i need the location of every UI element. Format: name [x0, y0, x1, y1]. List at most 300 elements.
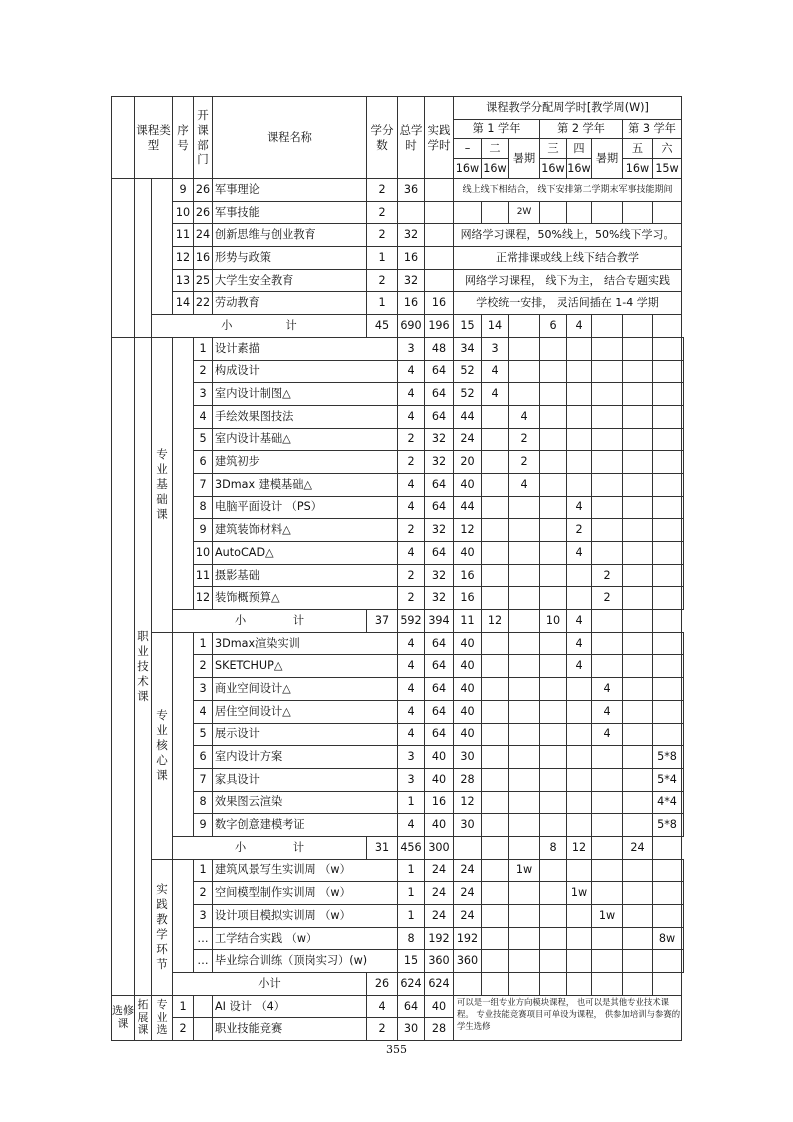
term-cell — [567, 814, 592, 837]
term-cell — [567, 473, 592, 496]
course-name-cell: 空间模型制作实训周 （w） — [213, 882, 398, 905]
category-elective: 选修课 — [112, 995, 135, 1040]
subtotal-total-hours: 592 — [398, 610, 425, 633]
term-cell — [567, 405, 592, 428]
header-week-3: 16w — [541, 162, 565, 175]
summer-cell — [540, 746, 567, 769]
term-cell — [482, 836, 509, 859]
term-cell — [653, 405, 682, 428]
practice-hours-cell — [425, 247, 454, 270]
practice-hours-cell: 40 — [454, 542, 482, 565]
term-cell — [592, 882, 623, 905]
term-cell: 8w — [653, 927, 682, 950]
seq-cell: 4 — [194, 700, 213, 723]
summer-cell — [540, 542, 567, 565]
term-cell — [509, 700, 540, 723]
term-cell — [454, 201, 482, 224]
term-cell — [592, 337, 623, 360]
total-hours-cell: 24 — [425, 905, 454, 928]
practice-hours-cell — [425, 179, 454, 202]
practice-hours-cell: 28 — [425, 1018, 454, 1041]
subtotal-label: 小 计 — [173, 836, 367, 859]
summer-cell — [623, 519, 653, 542]
term-cell — [482, 678, 509, 701]
summer-cell — [623, 700, 653, 723]
subtotal-credits: 31 — [367, 836, 398, 859]
blank-cell — [173, 337, 194, 609]
summer-cell — [623, 383, 653, 406]
total-hours-cell: 24 — [425, 882, 454, 905]
course-name-cell: 职业技能竞赛 — [213, 1018, 367, 1041]
subtotal-term-3: 6 — [540, 315, 567, 338]
term-cell — [653, 678, 682, 701]
total-hours-cell: 30 — [398, 1018, 425, 1041]
term-cell — [567, 723, 592, 746]
summer-cell — [623, 337, 653, 360]
summer-cell — [623, 655, 653, 678]
term-cell: 4 — [592, 700, 623, 723]
term-cell — [482, 473, 509, 496]
credits-cell: 1 — [367, 247, 398, 270]
total-hours-cell: 32 — [425, 587, 454, 610]
header-summer-1: 暑期 — [509, 139, 540, 179]
term-cell: 12 — [482, 610, 509, 633]
term-cell — [509, 564, 540, 587]
credits-cell: 4 — [398, 678, 425, 701]
course-name-cell: 军事理论 — [213, 179, 367, 202]
seq-cell: 12 — [173, 247, 194, 270]
term-cell — [653, 882, 682, 905]
term-cell — [592, 473, 623, 496]
header-credits: 学分数 — [367, 97, 398, 179]
total-hours-cell: 64 — [425, 405, 454, 428]
term-cell: 4 — [482, 383, 509, 406]
course-note: 线上线下相结合， 线下安排第二学期末军事技能期间 — [454, 179, 682, 202]
seq-cell: 1 — [194, 859, 213, 882]
header-term-4: 四 — [567, 139, 591, 159]
course-name-cell: 家具设计 — [213, 768, 398, 791]
credits-cell: 2 — [367, 269, 398, 292]
credits-cell: 3 — [398, 768, 425, 791]
term-cell — [509, 542, 540, 565]
term-cell — [682, 723, 684, 746]
term-cell — [567, 791, 592, 814]
term-cell — [482, 587, 509, 610]
course-name-cell: 效果图云渲染 — [213, 791, 398, 814]
seq-cell: 8 — [194, 791, 213, 814]
term-cell — [592, 814, 623, 837]
term-cell: 8 — [540, 836, 567, 859]
term-cell — [509, 337, 540, 360]
term-cell — [623, 201, 653, 224]
total-hours-cell: 36 — [398, 179, 425, 202]
term-cell — [682, 700, 684, 723]
term-cell — [454, 836, 482, 859]
term-cell: 4 — [567, 632, 592, 655]
term-cell — [592, 542, 623, 565]
total-hours-cell: 64 — [425, 655, 454, 678]
total-hours-cell: 64 — [425, 473, 454, 496]
term-cell — [482, 564, 509, 587]
term-cell — [682, 791, 684, 814]
dept-cell: 16 — [194, 247, 213, 270]
credits-cell: 1 — [398, 791, 425, 814]
term-cell — [482, 405, 509, 428]
course-name-cell: 居住空间设计△ — [213, 700, 398, 723]
practice-hours-cell: 34 — [454, 337, 482, 360]
summer-cell — [623, 768, 653, 791]
total-hours-cell: 32 — [398, 269, 425, 292]
summer-cell — [540, 496, 567, 519]
practice-hours-cell: 12 — [454, 519, 482, 542]
practice-hours-cell: 40 — [454, 678, 482, 701]
course-note: 网络学习课程， 线下为主， 结合专题实践 — [454, 269, 682, 292]
course-name-cell: 电脑平面设计 （PS） — [213, 496, 398, 519]
group-extension: 拓展课 — [135, 995, 152, 1040]
seq-cell: 11 — [194, 564, 213, 587]
term-cell — [567, 746, 592, 769]
term-cell: 4 — [567, 496, 592, 519]
term-cell — [592, 201, 623, 224]
summer-cell — [540, 791, 567, 814]
practice-hours-cell: 192 — [454, 927, 482, 950]
total-hours-cell: 360 — [425, 950, 454, 973]
subtotal-term-4: 4 — [567, 315, 592, 338]
term-cell — [567, 201, 592, 224]
dept-cell: 26 — [194, 179, 213, 202]
subtotal-practice-hours: 300 — [425, 836, 454, 859]
term-cell — [482, 973, 509, 996]
term-cell — [509, 768, 540, 791]
header-course-type: 课程类型 — [135, 97, 173, 179]
practice-hours-cell — [425, 201, 454, 224]
summer-cell — [540, 927, 567, 950]
term-cell: 4 — [592, 678, 623, 701]
dept-cell: 26 — [194, 201, 213, 224]
subtotal-total-hours: 690 — [398, 315, 425, 338]
summer-cell — [509, 973, 540, 996]
term-cell: 2 — [592, 564, 623, 587]
term-cell — [567, 337, 592, 360]
seq-cell: 7 — [194, 473, 213, 496]
credits-cell: 2 — [398, 428, 425, 451]
term-cell — [482, 700, 509, 723]
practice-hours-cell: 24 — [454, 428, 482, 451]
term-cell — [682, 451, 684, 474]
summer-cell — [623, 950, 653, 973]
total-hours-cell: 48 — [425, 337, 454, 360]
seq-cell: 11 — [173, 224, 194, 247]
term-cell — [653, 201, 682, 224]
group-professional-basic: 专业基础课 — [152, 337, 173, 632]
summer-cell — [540, 383, 567, 406]
term-cell — [509, 360, 540, 383]
credits-cell: 15 — [398, 950, 425, 973]
term-cell — [682, 882, 684, 905]
term-cell — [567, 950, 592, 973]
practice-hours-cell: 40 — [454, 473, 482, 496]
term-cell: 4 — [567, 542, 592, 565]
course-note: 网络学习课程，50%线上，50%线下学习。 — [454, 224, 682, 247]
term-cell — [653, 496, 682, 519]
subgroup-professional-elective: 专业选 — [152, 995, 173, 1040]
term-cell: 5*8 — [653, 746, 682, 769]
term-cell — [567, 587, 592, 610]
summer-cell — [623, 746, 653, 769]
seq-cell: 14 — [173, 292, 194, 315]
course-name-cell: 手绘效果图技法 — [213, 405, 398, 428]
summer-cell — [623, 814, 653, 837]
total-hours-cell: 16 — [425, 791, 454, 814]
term-cell — [567, 428, 592, 451]
seq-cell: 2 — [194, 882, 213, 905]
total-hours-cell: 32 — [398, 224, 425, 247]
seq-cell: 7 — [194, 768, 213, 791]
summer-cell — [540, 950, 567, 973]
practice-hours-cell: 40 — [454, 632, 482, 655]
term-cell — [509, 587, 540, 610]
course-name-cell: 3Dmax渲染实训 — [213, 632, 398, 655]
term-cell — [653, 950, 682, 973]
term-cell — [592, 927, 623, 950]
course-name-cell: 商业空间设计△ — [213, 678, 398, 701]
term-cell — [682, 768, 684, 791]
summer-cell — [592, 836, 623, 859]
term-cell: 3 — [482, 337, 509, 360]
term-cell — [653, 519, 682, 542]
credits-cell: 4 — [398, 473, 425, 496]
seq-cell: 6 — [194, 451, 213, 474]
summer-cell — [540, 905, 567, 928]
term-cell — [653, 542, 682, 565]
term-cell — [509, 632, 540, 655]
credits-cell: 2 — [398, 451, 425, 474]
course-schedule-table — [111, 96, 684, 1041]
seq-cell: 2 — [194, 360, 213, 383]
credits-cell: 4 — [398, 496, 425, 519]
term-cell — [509, 655, 540, 678]
term-cell — [653, 723, 682, 746]
course-name-cell: 建筑初步 — [213, 451, 398, 474]
credits-cell: 4 — [398, 360, 425, 383]
credits-cell: 2 — [367, 201, 398, 224]
summer-cell — [592, 973, 623, 996]
summer-cell — [540, 882, 567, 905]
course-note: 正常排课或线上线下结合教学 — [454, 247, 682, 270]
term-cell: 2 — [567, 519, 592, 542]
total-hours-cell: 192 — [425, 927, 454, 950]
summer-cell — [623, 882, 653, 905]
header-term-5: 五 — [623, 139, 652, 159]
total-hours-cell: 64 — [425, 723, 454, 746]
credits-cell: 1 — [398, 882, 425, 905]
header-week-1: 16w — [455, 162, 480, 175]
summer-cell — [540, 814, 567, 837]
credits-cell: 3 — [398, 337, 425, 360]
credits-cell: 4 — [398, 632, 425, 655]
course-note: 学校统一安排， 灵活间插在 1-4 学期 — [454, 292, 682, 315]
seq-cell: 13 — [173, 269, 194, 292]
seq-cell: 1 — [194, 632, 213, 655]
term-cell — [482, 859, 509, 882]
term-cell — [653, 700, 682, 723]
practice-hours-cell: 40 — [425, 995, 454, 1018]
term-cell: 12 — [567, 836, 592, 859]
credits-cell: 4 — [398, 723, 425, 746]
term-cell — [509, 723, 540, 746]
term-cell — [653, 905, 682, 928]
term-cell — [682, 950, 684, 973]
seq-cell: 9 — [194, 519, 213, 542]
term-cell: 1w — [567, 882, 592, 905]
term-cell — [509, 882, 540, 905]
section1-category — [112, 179, 135, 338]
term-cell — [682, 383, 684, 406]
seq-cell: 9 — [194, 814, 213, 837]
term-cell — [454, 973, 482, 996]
term-cell — [682, 428, 684, 451]
practice-hours-cell: 24 — [454, 859, 482, 882]
credits-cell: 8 — [398, 927, 425, 950]
term-cell — [482, 882, 509, 905]
term-cell — [653, 451, 682, 474]
summer-cell — [623, 496, 653, 519]
term-cell — [482, 791, 509, 814]
term-cell: 4 — [567, 655, 592, 678]
seq-cell: 6 — [194, 746, 213, 769]
term-cell — [509, 791, 540, 814]
total-hours-cell: 64 — [425, 383, 454, 406]
subtotal-term-2: 14 — [482, 315, 509, 338]
term-cell — [592, 451, 623, 474]
header-year-1: 第 1 学年 — [454, 120, 540, 139]
section1-subgroup — [152, 179, 173, 315]
header-course-name: 课程名称 — [213, 97, 367, 179]
term-cell — [482, 814, 509, 837]
term-cell — [653, 383, 682, 406]
seq-cell: 4 — [194, 405, 213, 428]
term-cell — [567, 973, 592, 996]
term-cell: 1w — [509, 859, 540, 882]
course-name-cell: 构成设计 — [213, 360, 398, 383]
summer-cell — [540, 451, 567, 474]
term-cell — [653, 655, 682, 678]
term-cell — [482, 542, 509, 565]
blank-cell — [173, 632, 194, 836]
credits-cell: 4 — [398, 814, 425, 837]
dept-cell: 22 — [194, 292, 213, 315]
term-cell: 5*8 — [653, 814, 682, 837]
course-name-cell: 军事技能 — [213, 201, 367, 224]
term-cell — [567, 678, 592, 701]
term-cell — [509, 927, 540, 950]
summer-cell — [540, 519, 567, 542]
term-cell — [482, 950, 509, 973]
summer-cell — [623, 632, 653, 655]
term-cell — [482, 632, 509, 655]
summer-cell — [623, 927, 653, 950]
course-name-cell: SKETCHUP△ — [213, 655, 398, 678]
summer-cell — [509, 836, 540, 859]
term-cell — [482, 519, 509, 542]
practice-hours-cell: 30 — [454, 746, 482, 769]
course-name-cell: AI 设计 （4） — [213, 995, 367, 1018]
term-cell: 1w — [592, 905, 623, 928]
term-cell: 10 — [540, 610, 567, 633]
summer-cell — [623, 405, 653, 428]
seq-cell: 3 — [194, 678, 213, 701]
term-cell — [653, 610, 682, 633]
term-cell — [653, 587, 682, 610]
seq-cell: 5 — [194, 428, 213, 451]
subtotal-term-1: 15 — [454, 315, 482, 338]
course-name-cell: AutoCAD△ — [213, 542, 398, 565]
practice-hours-cell: 16 — [454, 564, 482, 587]
practice-hours-cell: 52 — [454, 360, 482, 383]
term-cell — [592, 383, 623, 406]
course-name-cell: 展示设计 — [213, 723, 398, 746]
summer-cell — [623, 859, 653, 882]
practice-hours-cell — [425, 224, 454, 247]
credits-cell: 2 — [367, 1018, 398, 1041]
term-cell: 2 — [509, 451, 540, 474]
summer-cell — [623, 473, 653, 496]
term-cell — [567, 859, 592, 882]
credits-cell: 4 — [367, 995, 398, 1018]
term-cell — [482, 428, 509, 451]
course-name-cell: 室内设计基础△ — [213, 428, 398, 451]
seq-cell: 3 — [194, 383, 213, 406]
term-cell: 5*4 — [653, 768, 682, 791]
course-name-cell: 建筑风景写生实训周 （w） — [213, 859, 398, 882]
credits-cell: 4 — [398, 700, 425, 723]
practice-hours-cell: 30 — [454, 814, 482, 837]
seq-cell: 3 — [194, 905, 213, 928]
summer-cell — [623, 678, 653, 701]
term-cell: 4 — [509, 473, 540, 496]
credits-cell: 4 — [398, 405, 425, 428]
term-cell — [682, 927, 684, 950]
term-cell — [567, 768, 592, 791]
summer-cell — [540, 700, 567, 723]
total-hours-cell: 64 — [425, 542, 454, 565]
summer-cell — [623, 564, 653, 587]
seq-cell: … — [194, 950, 213, 973]
total-hours-cell: 16 — [398, 247, 425, 270]
total-hours-cell: 24 — [425, 859, 454, 882]
credits-cell: 2 — [398, 564, 425, 587]
summer-cell — [540, 337, 567, 360]
credits-cell: 2 — [398, 519, 425, 542]
header-year-3: 第 3 学年 — [623, 120, 682, 139]
term-cell — [682, 632, 684, 655]
total-hours-cell: 40 — [425, 746, 454, 769]
seq-cell: 12 — [194, 587, 213, 610]
header-week-4: 16w — [567, 162, 591, 175]
total-hours-cell: 32 — [425, 564, 454, 587]
header-term-1: – — [454, 139, 481, 159]
term-cell — [682, 337, 684, 360]
term-cell: 4 — [482, 360, 509, 383]
seq-cell: … — [194, 927, 213, 950]
header-seq: 序号 — [173, 97, 194, 179]
category-blank — [112, 337, 135, 995]
course-name-cell: 建筑装饰材料△ — [213, 519, 398, 542]
term-cell — [682, 814, 684, 837]
subtotal-practice-hours: 196 — [425, 315, 454, 338]
term-cell — [509, 905, 540, 928]
course-name-cell: 工学结合实践 （w） — [213, 927, 398, 950]
